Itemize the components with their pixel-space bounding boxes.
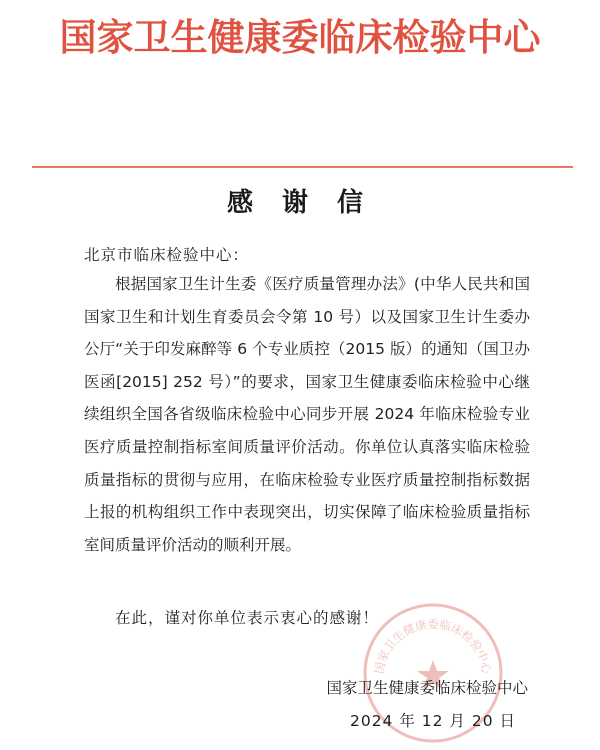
letter-body-paragraph: 根据国家卫生计生委《医疗质量管理办法》(中华人民共和国国家卫生和计划生育委员会令第 10 号）以及国家卫生计生委办公厅“关于印发麻醉等 6 个专业质控（2015 版）的通知（国卫办医函[2015] 252 号）”的要求，国家卫生健康委临床检验中心继续组织全国各省级临床检验中心同步开展 2024 年临床检验专业医疗质量控制指标室间质量评价活动。你单位认真落实临床检验质量指标的贯彻与应用，在临床检验专业医疗质量控制指标数据上报的机构组织工作中表现突出，切实保障了临床检验质量指标室间质量评价活动的顺利开展。 [84, 275, 530, 554]
letter-closing: 在此，谨对你单位表示衷心的感谢！ [115, 609, 380, 627]
letterhead-org-name: 国家卫生健康委临床检验中心 [59, 15, 541, 59]
letter-signature: 国家卫生健康委临床检验中心 [326, 679, 528, 697]
letterhead-divider [32, 166, 573, 168]
letter-title: 感 谢 信 [226, 188, 374, 218]
letter-recipient: 北京市临床检验中心： [84, 246, 250, 264]
letter-date: 2024 年 12 月 20 日 [349, 712, 516, 730]
seal-text: 国家卫生健康委临床检验中心 [372, 617, 494, 675]
